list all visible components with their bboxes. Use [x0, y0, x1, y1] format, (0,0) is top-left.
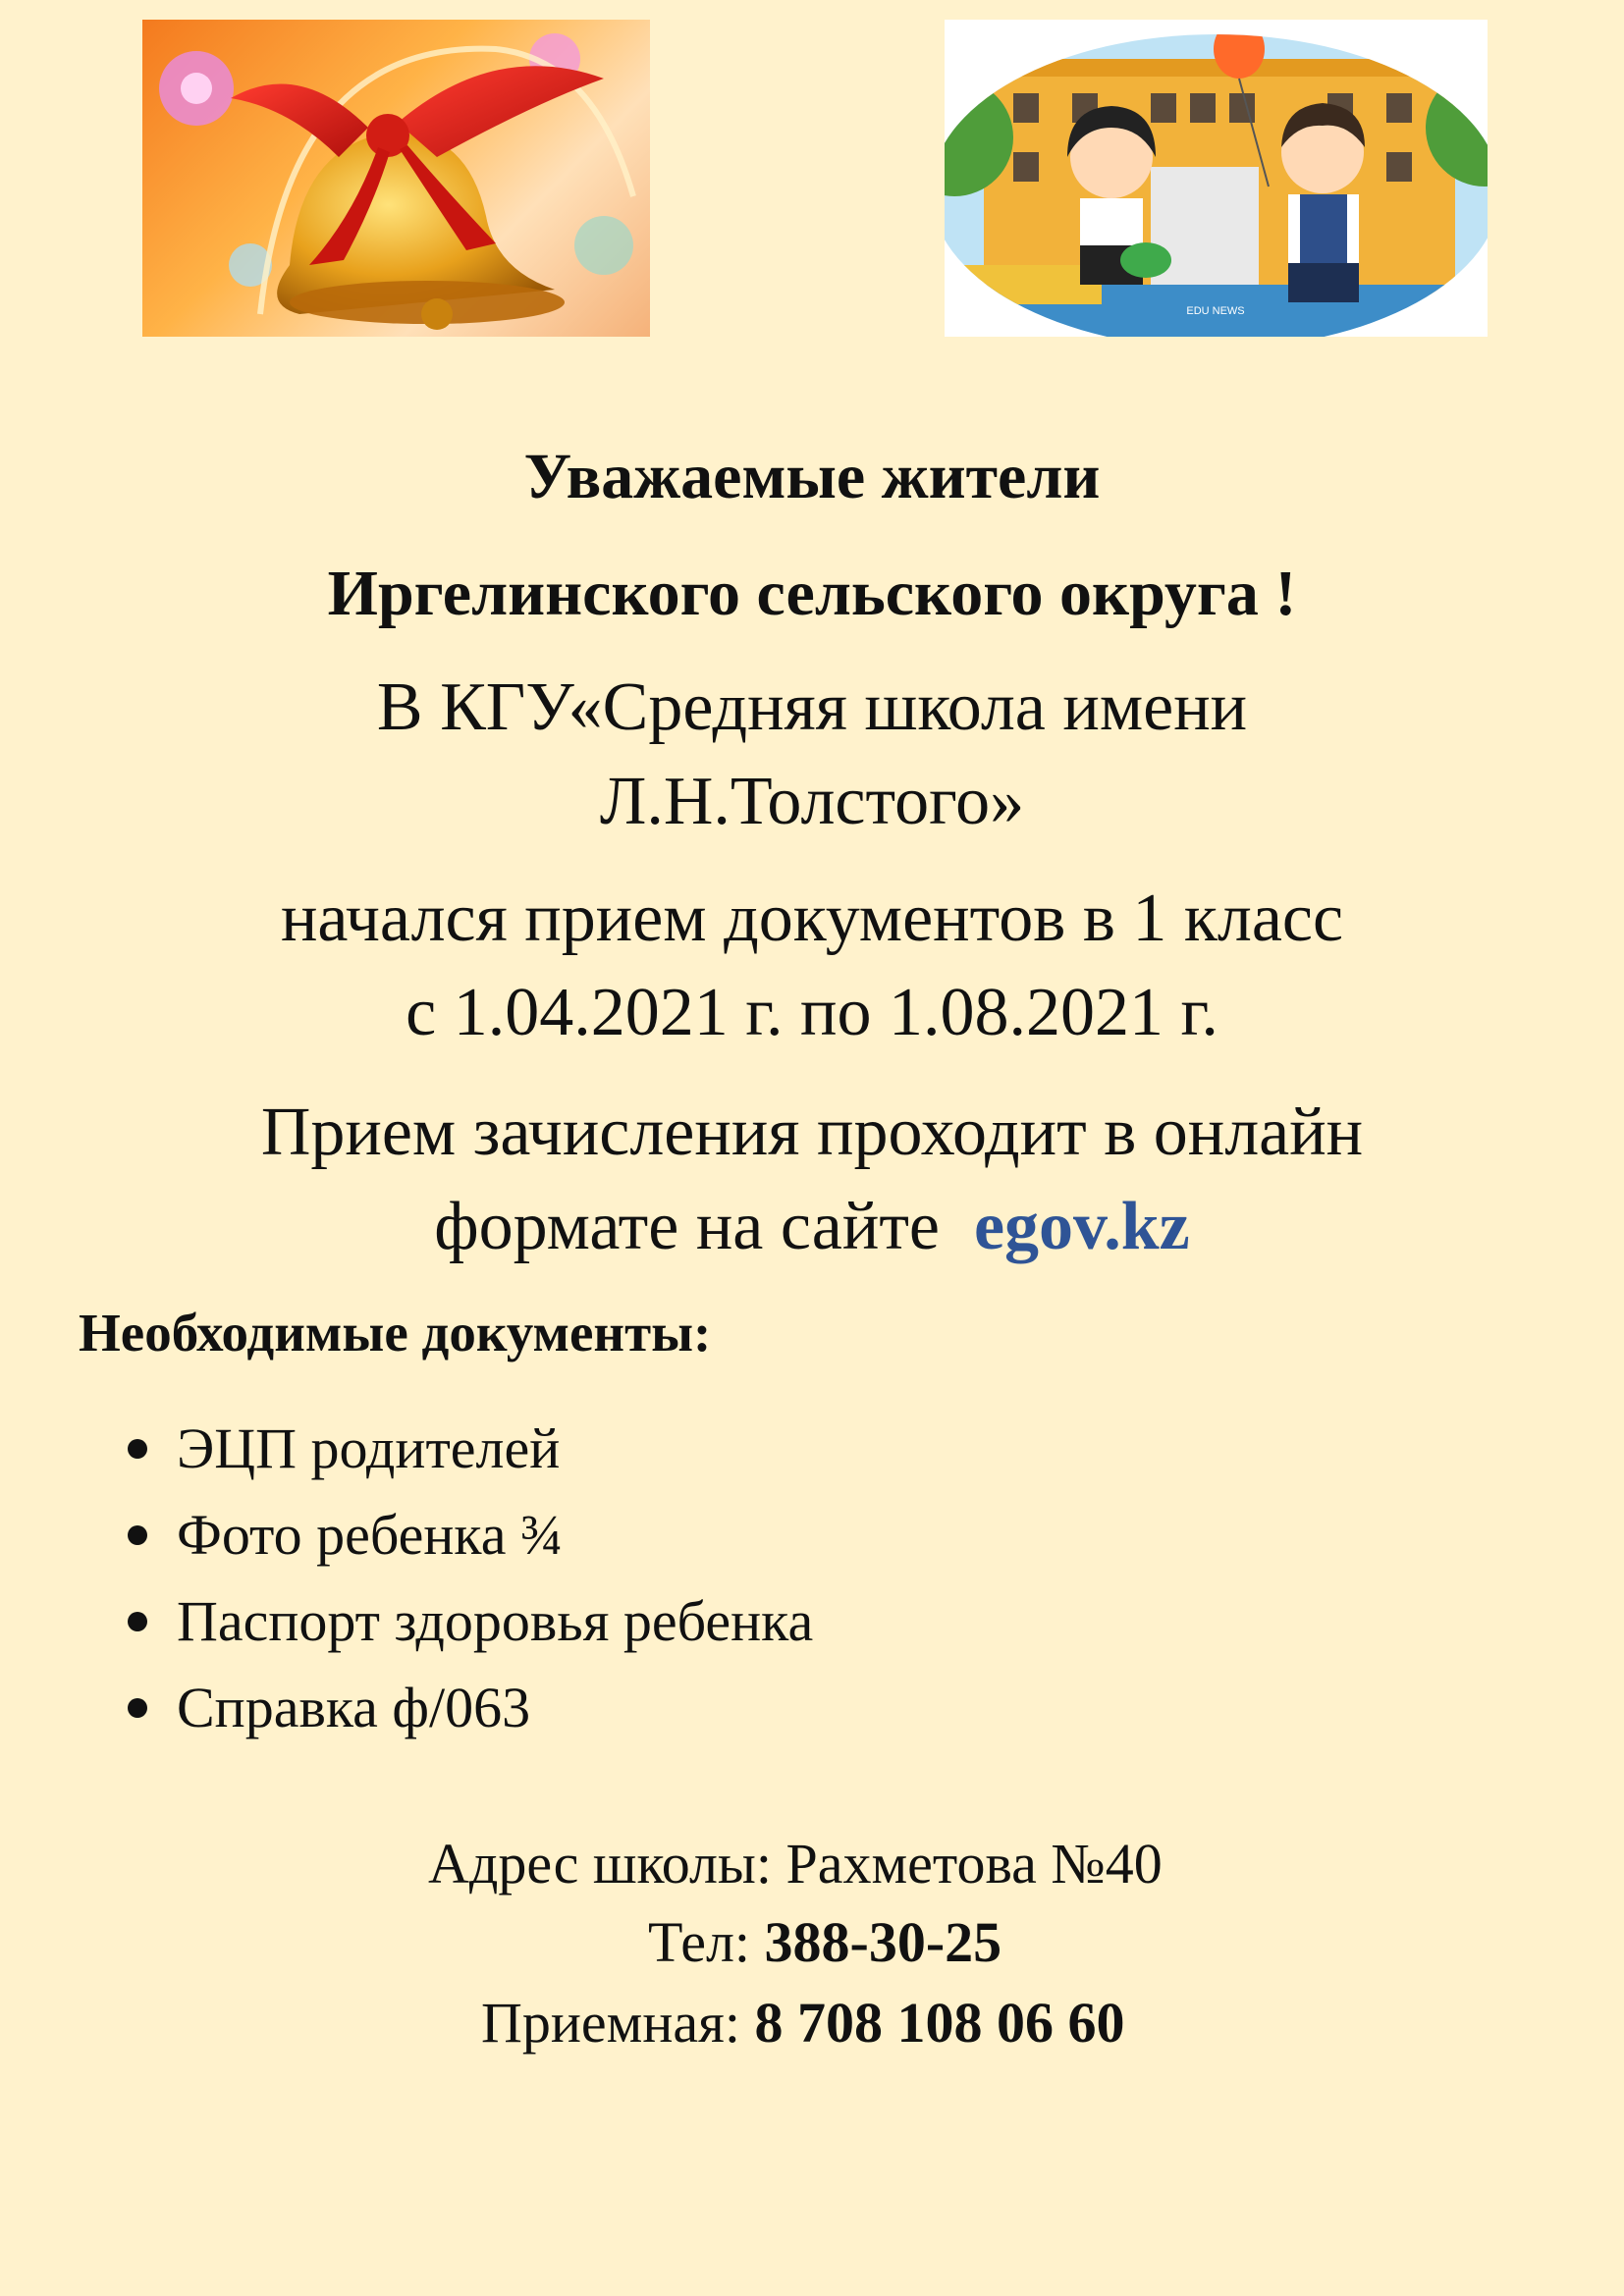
school-bell-icon [142, 20, 650, 337]
bullet-icon [128, 1525, 147, 1545]
announcement-admission-line: начался прием документов в 1 класс [280, 881, 1344, 956]
document-label: Фото ребенка ¾ [177, 1503, 564, 1567]
announcement-dates-line: с 1.04.2021 г. по 1.08.2021 г. [406, 975, 1218, 1050]
announcement-site-line [0, 1189, 1624, 1264]
list-item [128, 1492, 813, 1578]
school-address: Адрес школы: Рахметова №40 [428, 1832, 1163, 1896]
list-item [128, 1406, 813, 1492]
bullet-icon [128, 1698, 147, 1718]
phone-line [648, 1910, 1002, 1974]
schoolchildren-icon [945, 20, 1488, 337]
greeting-line-1: Уважаемые жители [523, 441, 1101, 512]
phone-label: Тел: [648, 1910, 765, 1974]
documents-list [128, 1406, 813, 1751]
watermark-text: EDU NEWS [1186, 305, 1245, 317]
greeting-line-2: Иргелинского сельского округа ! [327, 558, 1297, 629]
announcement-online-line: Прием зачисления проходит в онлайн [260, 1095, 1364, 1170]
documents-heading: Необходимые документы: [79, 1303, 712, 1362]
announcement-site-prefix: формате на сайте [434, 1189, 974, 1264]
bullet-icon [128, 1612, 147, 1631]
bullet-icon [128, 1439, 147, 1459]
list-item [128, 1578, 813, 1665]
reception-label: Приемная: [481, 1991, 755, 2055]
list-item [128, 1665, 813, 1751]
school-bell-image [142, 20, 650, 337]
egov-link[interactable]: egov.kz [973, 1189, 1190, 1264]
reception-phone-number: 8 708 108 06 60 [754, 1991, 1125, 2055]
schoolchildren-image [945, 20, 1488, 337]
document-label: Справка ф/063 [177, 1676, 531, 1739]
document-label: ЭЦП родителей [177, 1416, 561, 1480]
document-label: Паспорт здоровья ребенка [177, 1589, 814, 1653]
announcement-school-line-2: Л.Н.Толстого» [599, 764, 1025, 839]
reception-line [481, 1991, 1125, 2055]
phone-number: 388-30-25 [764, 1910, 1002, 1974]
announcement-school-line-1: В КГУ«Средняя школа имени [376, 669, 1248, 745]
